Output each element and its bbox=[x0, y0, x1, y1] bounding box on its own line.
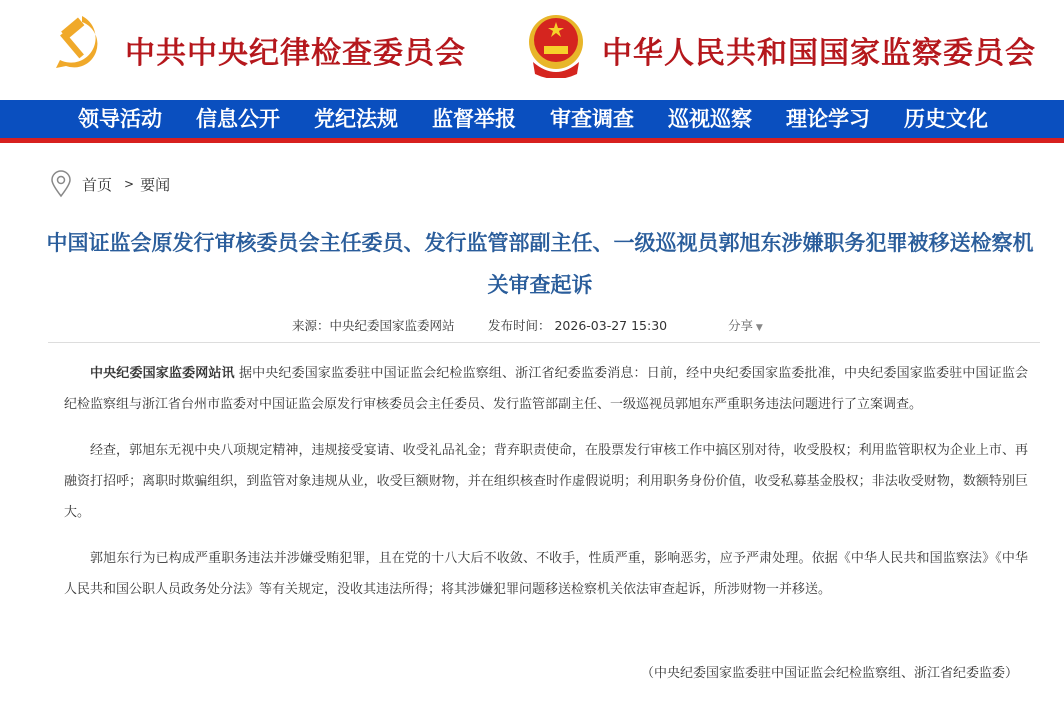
nav-divider bbox=[0, 138, 1064, 143]
caret-down-icon: ▼ bbox=[753, 323, 763, 333]
nav-item[interactable]: 审查调查 bbox=[550, 106, 634, 131]
nav-item[interactable]: 监督举报 bbox=[432, 106, 516, 131]
article-source: 来源：中央纪委国家监委网站 bbox=[292, 318, 455, 333]
nav-item[interactable]: 领导活动 bbox=[78, 106, 162, 131]
ccdi-title[interactable]: 中共中央纪律检查委员会 bbox=[125, 36, 466, 71]
breadcrumb-separator: > bbox=[124, 177, 135, 191]
share-button[interactable] bbox=[728, 316, 763, 334]
lead-text: 中央纪委国家监委网站讯 bbox=[90, 366, 235, 381]
nav-item[interactable]: 党纪法规 bbox=[314, 106, 398, 131]
nsc-title[interactable]: 中华人民共和国国家监察委员会 bbox=[602, 36, 1036, 71]
article-time: 发布时间： 2026-03-27 15:30 bbox=[488, 318, 668, 333]
nav-item[interactable]: 理论学习 bbox=[786, 106, 870, 131]
nav-item[interactable]: 信息公开 bbox=[196, 106, 280, 131]
paragraph bbox=[64, 358, 1028, 420]
nav-item[interactable]: 巡视巡察 bbox=[668, 106, 752, 131]
party-emblem-icon bbox=[52, 12, 108, 72]
site-header bbox=[0, 0, 1064, 100]
nav-item[interactable]: 历史文化 bbox=[904, 106, 988, 131]
meta-divider bbox=[48, 342, 1040, 343]
share-label: 分享 bbox=[728, 318, 754, 333]
national-emblem-icon bbox=[527, 12, 585, 78]
main-nav bbox=[0, 100, 1064, 138]
location-pin-icon bbox=[50, 170, 72, 198]
article-title: 中国证监会原发行审核委员会主任委员、发行监管部副主任、一级巡视员郭旭东涉嫌职务犯罪被移送检察机关审查起诉 bbox=[46, 231, 1034, 297]
attribution: （中央纪委国家监委驻中国证监会纪检监察组、浙江省纪委监委） bbox=[640, 666, 1018, 681]
breadcrumb-home[interactable]: 首页 bbox=[82, 175, 113, 194]
paragraph: 经查，郭旭东无视中央八项规定精神，违规接受宴请、收受礼品礼金；背弃职责使命，在股票发行审核工作中搞区别对待，收受股权；利用监管职权为企业上市、再融资打招呼；离职时欺骗组织，到监管对象违规从业，收受巨额财物，并在组织核查时作虚假说明；利用职务身份价值，收受私募基金股权；非法收受财物，数额特别巨大。 bbox=[64, 443, 1028, 520]
breadcrumb bbox=[50, 170, 170, 198]
article-body bbox=[64, 358, 1028, 620]
breadcrumb-current[interactable]: 要闻 bbox=[140, 175, 171, 194]
paragraph-text: 据中央纪委国家监委驻中国证监会纪检监察组、浙江省纪委监委消息：日前，经中央纪委国家监委批准，中央纪委国家监委驻中国证监会纪检监察组与浙江省台州市监委对中国证监会原发行审核委员会主任委员、发行监管部副主任、一级巡视员郭旭东严重职务违法问题进行了立案调查。 bbox=[64, 366, 1028, 412]
paragraph: 郭旭东行为已构成严重职务违法并涉嫌受贿犯罪，且在党的十八大后不收敛、不收手，性质严重，影响恶劣，应予严肃处理。依据《中华人民共和国监察法》《中华人民共和国公职人员政务处分法》等有关规定，没收其违法所得；将其涉嫌犯罪问题移送检察机关依法审查起诉，所涉财物一并移送。 bbox=[64, 551, 1028, 597]
